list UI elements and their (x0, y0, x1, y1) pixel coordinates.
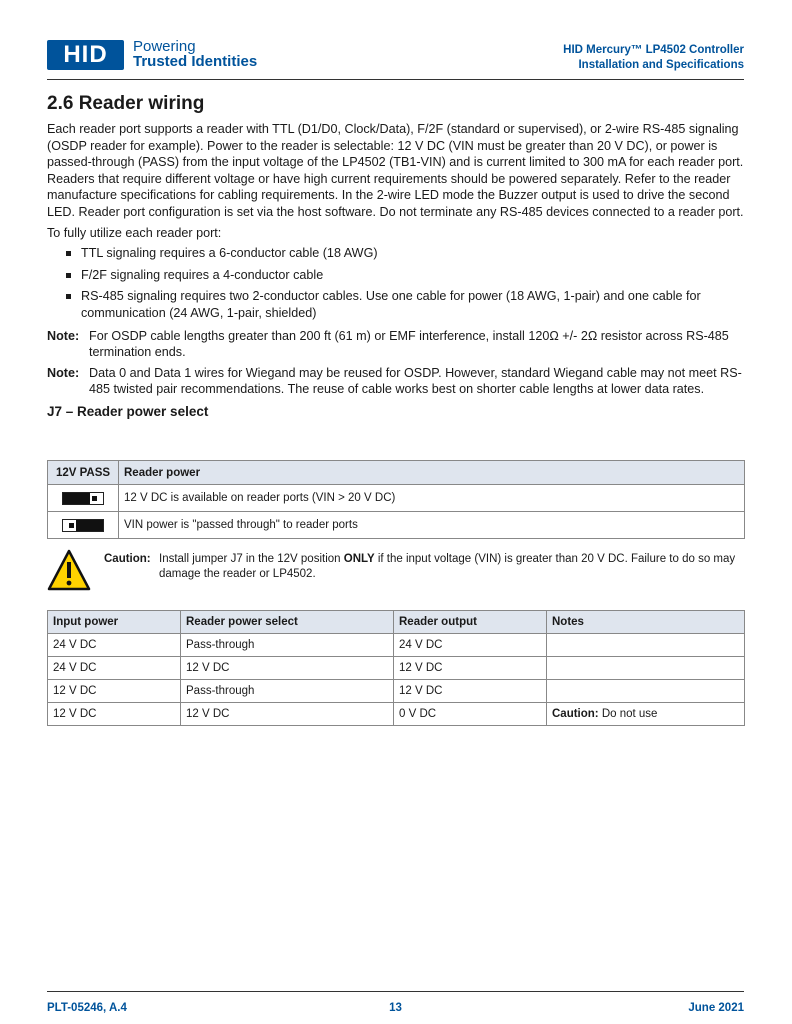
table-header-row (48, 461, 745, 485)
list-item: F/2F signaling requires a 4-conductor cable (47, 267, 744, 284)
table-row (48, 512, 745, 539)
col-header-12v-pass: 12V PASS (48, 461, 119, 485)
utilize-intro: To fully utilize each reader port: (47, 225, 222, 240)
bullet-icon (66, 273, 71, 278)
row-text: VIN power is "passed through" to reader ports (119, 512, 745, 539)
note-label: Note: (47, 365, 80, 380)
caution-label: Caution: (104, 553, 151, 565)
doc-date: June 2021 (688, 1002, 744, 1014)
caution-note-cell: Caution: Do not use (547, 703, 745, 726)
col-header-reader-power: Reader power (119, 461, 745, 485)
document-title-line-2: Installation and Specifications (578, 59, 744, 71)
power-table (47, 610, 745, 726)
col-header-reader-power-select: Reader power select (181, 611, 394, 634)
col-header-input-power: Input power (48, 611, 181, 634)
table-row (48, 485, 745, 512)
document-title-line-1: HID Mercury™ LP4502 Controller (563, 44, 744, 56)
table-row: 12 V DC 12 V DC 0 V DC Caution: Do not use (48, 703, 745, 726)
tagline-line-1: Powering (133, 38, 196, 55)
j7-title: J7 – Reader power select (47, 403, 209, 419)
page-number: 13 (389, 1002, 402, 1014)
note-label: Note: (47, 328, 80, 343)
intro-paragraph: Each reader port supports a reader with TTL (D1/D0, Clock/Data), F/2F (standard or supervised), or 2-wire RS-485 signaling (OSDP reader for example). Power to the reader is selectable: 12 V DC (VIN must be greater than 20 V DC), or power is passed-through (PASS) from the input voltage of the LP4502 (TB1-VIN) and is current limited to 300 mA for each reader port. Readers that require different voltage or have high current requirements should be powered separately. Refer to the reader manufacture specifications for cabling requirements. In the 2-wire LED mode the Buzzer output is used to drive the second LED. Reader port configuration is set via the host software. Do not terminate any RS-485 devices connected to a reader port. (47, 122, 744, 219)
page-header (47, 38, 744, 80)
list-item: TTL signaling requires a 6-conductor cable (18 AWG) (47, 245, 744, 262)
caution-block (47, 549, 744, 595)
col-header-notes: Notes (547, 611, 745, 634)
note-text: Data 0 and Data 1 wires for Wiegand may be reused for OSDP. However, standard Wiegand cable may not meet RS-485 twisted pair recommendations. The reuse of cable works best on shorter cable lengths at lower data rates. (89, 365, 742, 397)
hid-logo: HID (47, 40, 124, 70)
bullet-list (47, 245, 744, 321)
j7-table (47, 460, 745, 539)
bullet-icon (66, 251, 71, 256)
note-wiegand (47, 365, 744, 398)
page-footer (47, 991, 744, 1022)
jumper-pass-icon (48, 512, 119, 539)
warning-triangle-icon (47, 549, 91, 591)
row-text: 12 V DC is available on reader ports (VIN > 20 V DC) (119, 485, 745, 512)
section-body (47, 121, 744, 425)
table-row: 24 V DC Pass-through 24 V DC (48, 634, 745, 657)
doc-id: PLT-05246, A.4 (47, 1002, 127, 1014)
jumper-12v-icon (48, 485, 119, 512)
document-title (563, 43, 744, 73)
caution-text: Install jumper J7 in the 12V position ONLY if the input voltage (VIN) is greater than 20 V DC. Failure to do so may damage the reader or LP4502. (159, 553, 736, 580)
table-row: 24 V DC 12 V DC 12 V DC (48, 657, 745, 680)
list-item: RS-485 signaling requires two 2-conductor cables. Use one cable for power (18 AWG, 1-pair) and one cable for communication (24 AWG, 1-pair, shielded) (47, 288, 744, 321)
table-header-row (48, 611, 745, 634)
section-title: 2.6 Reader wiring (47, 93, 205, 114)
note-osdp (47, 328, 744, 361)
col-header-reader-output: Reader output (394, 611, 547, 634)
tagline-line-2: Trusted Identities (133, 53, 258, 70)
bullet-icon (66, 294, 71, 299)
table-row: 12 V DC Pass-through 12 V DC (48, 680, 745, 703)
note-text: For OSDP cable lengths greater than 200 ft (61 m) or EMF interference, install 120Ω +/- 2Ω resistor across RS-485 termination ends. (89, 328, 729, 360)
